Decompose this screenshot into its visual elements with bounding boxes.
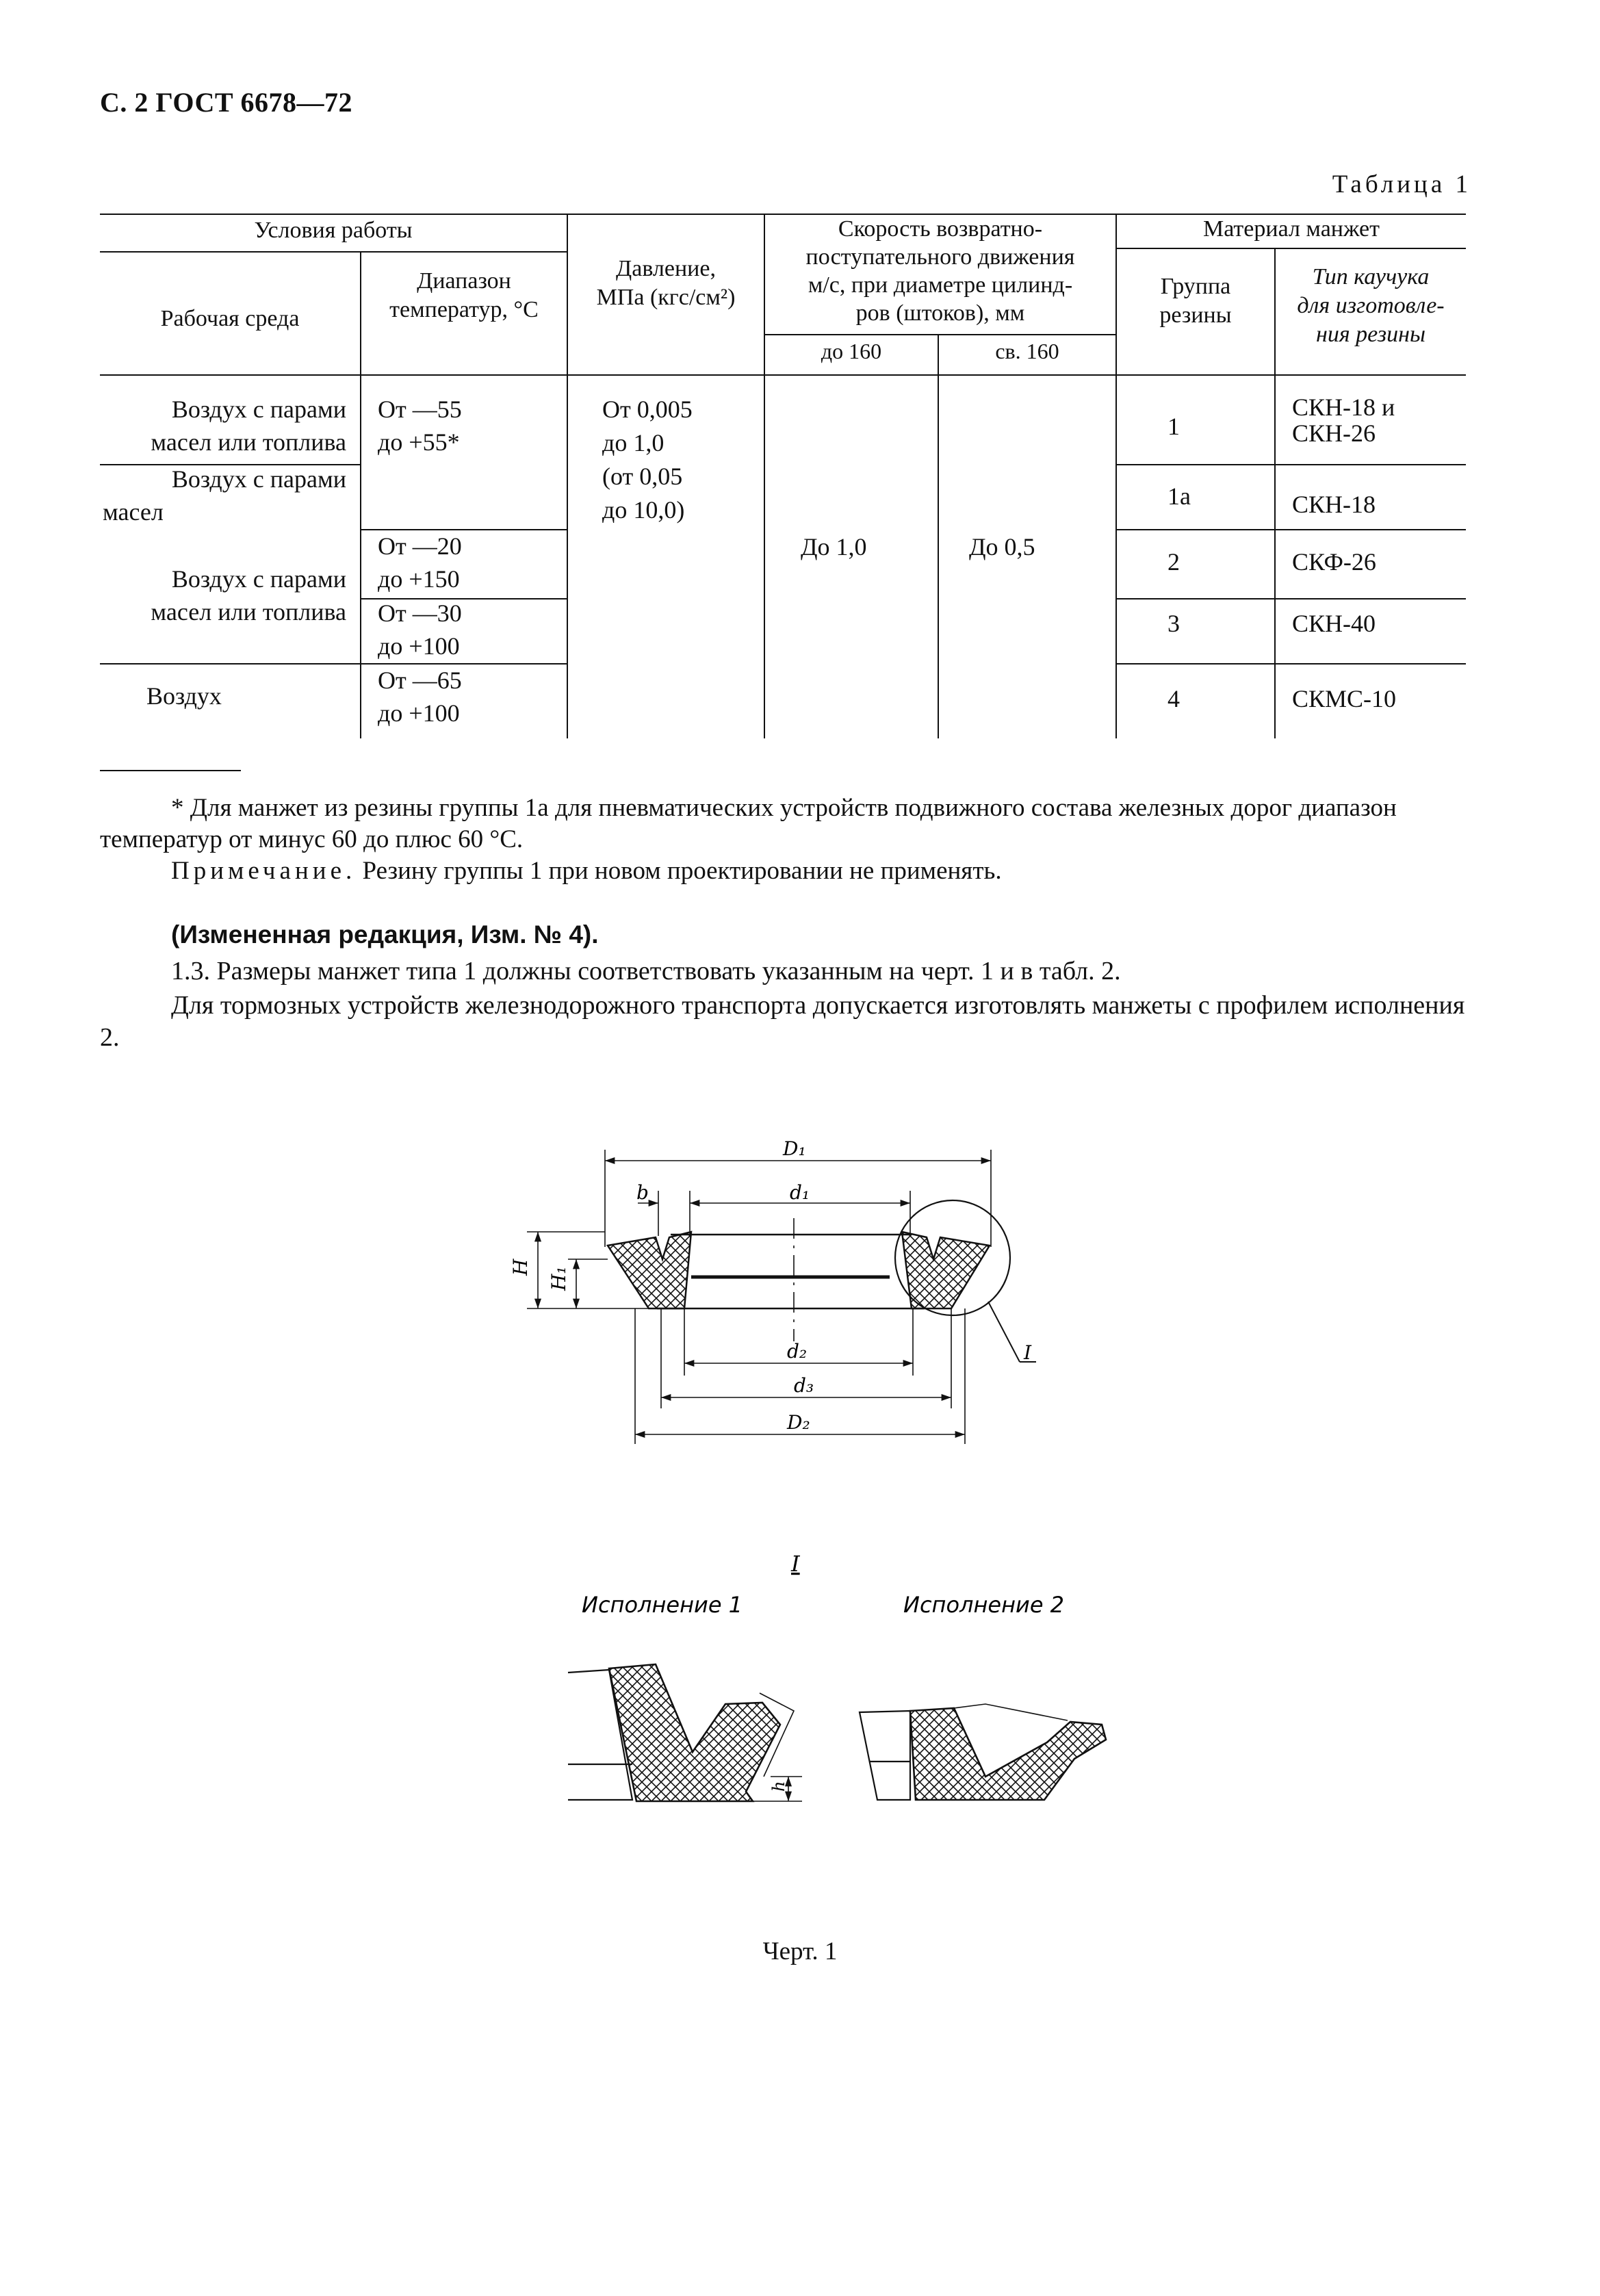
paragraph-1-3: 1.3. Размеры манжет типа 1 должны соответствовать указанным на черт. 1 и в табл. 2. (171, 957, 1121, 985)
dim-h: h (769, 1781, 788, 1792)
medium-cell: Воздух с парами масел (103, 465, 346, 526)
dim-detail-mark: I (1024, 1341, 1032, 1364)
dim-d1: d₁ (790, 1181, 810, 1204)
group-cell: 1 (1167, 413, 1180, 440)
group-cell: 2 (1167, 548, 1180, 576)
medium-cell: Воздух с парами масел или топлива (151, 565, 346, 625)
note-label: Примечание. (171, 857, 357, 885)
speed-upto-cell: До 1,0 (801, 533, 867, 560)
group-cell: 4 (1167, 685, 1180, 712)
header-medium: Рабочая среда (160, 306, 300, 331)
dim-d2: d₂ (787, 1340, 808, 1363)
temp-cell: От —20 до +150 (378, 532, 462, 593)
dim-H1: H₁ (547, 1266, 570, 1291)
revision-note: (Измененная редакция, Изм. № 4). (171, 920, 599, 949)
dim-b: b (636, 1181, 649, 1204)
medium-cell: Воздух с парами масел или топлива (151, 396, 346, 456)
header-speed-over: св. 160 (995, 339, 1059, 363)
variant-1-label: Исполнение 1 (582, 1592, 743, 1618)
header-rubber-type: Тип каучука для изготовле- ния резины (1297, 264, 1445, 347)
table-note (100, 855, 1469, 887)
group-cell: 1а (1167, 482, 1191, 510)
right-profile (902, 1232, 990, 1308)
rubber-cell: СКМС-10 (1292, 685, 1397, 712)
footnote: * Для манжет из резины группы 1а для пневматических устройств подвижного состава железных дорог диапазон температур от минус 60 до плюс 60 °С. (100, 794, 1397, 853)
variant-2-label: Исполнение 2 (903, 1592, 1065, 1618)
dim-D2: D₂ (787, 1411, 810, 1434)
dim-d3: d₃ (794, 1374, 814, 1397)
footnote-rule (100, 770, 241, 771)
rubber-cell: СКН-18 (1292, 491, 1376, 518)
header-material: Материал манжет (1202, 216, 1380, 242)
cuff-drawing (0, 1095, 1600, 1985)
paragraph-brakes: Для тормозных устройств железнодорожного транспорта допускается изготовлять манжеты с профилем исполнения 2. (100, 991, 1465, 1052)
rubber-cell: СКН-40 (1292, 610, 1376, 637)
figure-caption: Черт. 1 (762, 1937, 838, 1965)
header-speed-upto: до 160 (821, 339, 882, 363)
note-text: Резину группы 1 при новом проектировании не применять. (356, 857, 1002, 885)
variant-2-profile (910, 1708, 1106, 1800)
header-speed: Скорость возвратно- поступательного движения м/с, при диаметре цилинд- ров (штоков), мм (805, 216, 1075, 326)
table-caption: Таблица 1 (1332, 170, 1471, 198)
dim-D1: D₁ (783, 1137, 806, 1160)
variant-1-profile (609, 1664, 780, 1801)
temp-cell: От —55 до +55* (378, 396, 462, 456)
rubber-cell: СКФ-26 (1292, 548, 1376, 576)
header-pressure: Давление, МПа (кгс/см²) (596, 256, 736, 310)
rubber-cell: СКН-18 и СКН-26 (1292, 394, 1395, 447)
page-title: С. 2 ГОСТ 6678—72 (100, 87, 353, 118)
detail-title: I (791, 1551, 800, 1577)
speed-over-cell: До 0,5 (969, 533, 1035, 560)
header-temp-range: Диапазон температур, °С (389, 268, 539, 322)
medium-cell: Воздух (146, 682, 222, 710)
pressure-cell: От 0,005 до 1,0 (от 0,05 до 10,0) (602, 396, 693, 524)
left-profile (608, 1232, 691, 1308)
temp-cell: От —65 до +100 (378, 667, 462, 727)
dim-H: H (509, 1259, 532, 1276)
temp-cell: От —30 до +100 (378, 599, 462, 660)
header-rubber-group: Группа резины (1159, 274, 1232, 328)
group-cell: 3 (1167, 610, 1180, 637)
header-conditions: Условия работы (254, 218, 413, 243)
